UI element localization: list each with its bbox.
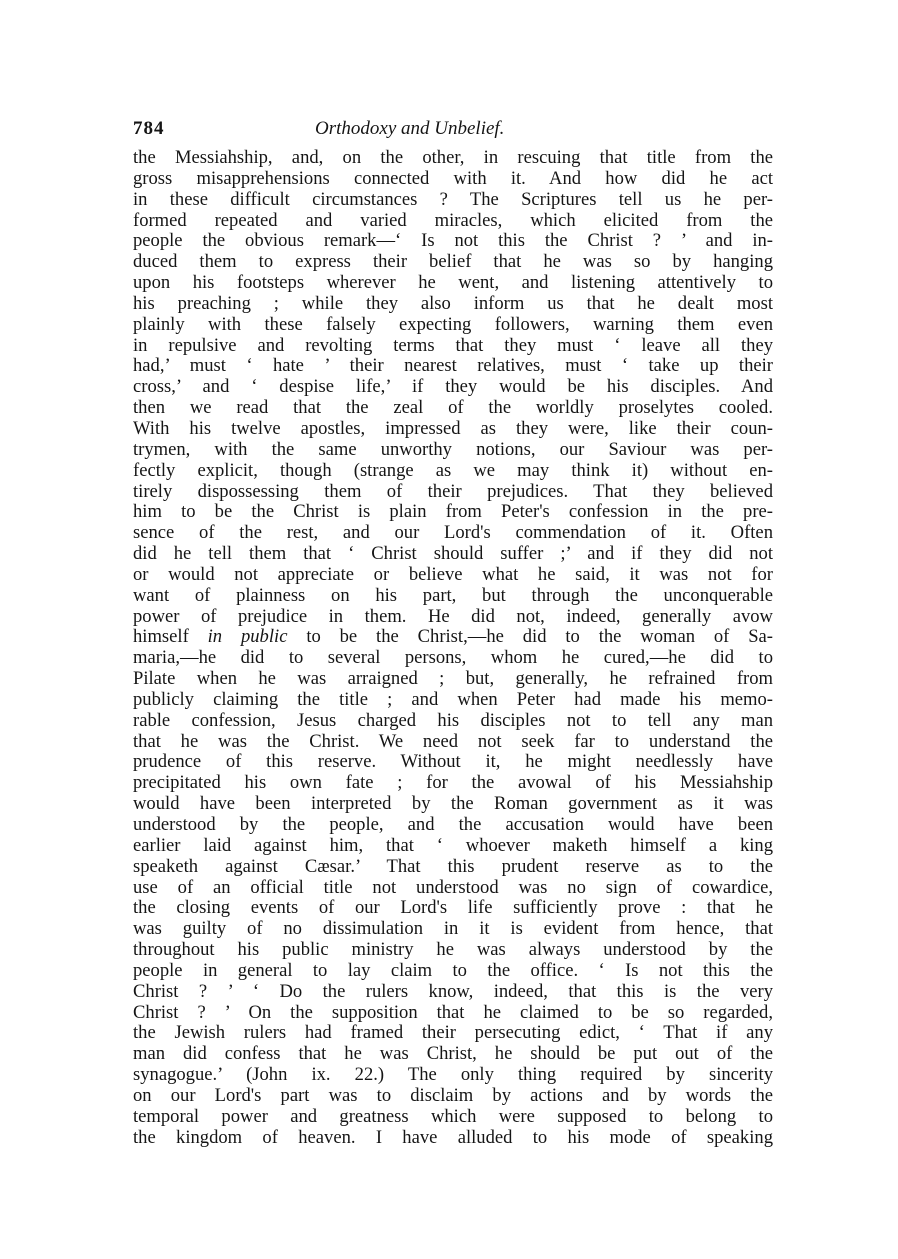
text-line: synagogue.’ (John ix. 22.) The only thing required by sincerity [133, 1064, 773, 1086]
text-line: publicly claiming the title ; and when Peter had made his memo- [133, 688, 773, 710]
page-number: 784 [133, 118, 165, 139]
text-line: rable confession, Jesus charged his disciples not to tell any man [133, 709, 773, 731]
text-line: precipitated his own fate ; for the avowal of his Messiahship [133, 772, 773, 794]
text-line: in these difficult circumstances ? The Scriptures tell us he per- [133, 188, 773, 210]
text-line: Christ ? ’ On the supposition that he claimed to be so regarded, [133, 1001, 773, 1023]
text-line: was guilty of no dissimulation in it is evident from hence, that [133, 918, 773, 940]
text-line: plainly with these falsely expecting followers, warning them even [133, 313, 773, 335]
text-line: speaketh against Cæsar.’ That this prudent reserve as to the [133, 855, 773, 877]
text-line: maria,—he did to several persons, whom he cured,—he did to [133, 647, 773, 669]
text-line: man did confess that he was Christ, he should be put out of the [133, 1043, 773, 1065]
page-header [133, 118, 773, 142]
text-line: throughout his public ministry he was always understood by the [133, 939, 773, 961]
text-line: cross,’ and ‘ despise life,’ if they would be his disciples. And [133, 376, 773, 398]
text-line: had,’ must ‘ hate ’ their nearest relatives, must ‘ take up their [133, 355, 773, 377]
text-line: temporal power and greatness which were supposed to belong to [133, 1105, 773, 1127]
text-line: want of plainness on his part, but through the unconquerable [133, 584, 773, 606]
text-line: prudence of this reserve. Without it, he might needlessly have [133, 751, 773, 773]
text-line: the closing events of our Lord's life sufficiently prove : that he [133, 897, 773, 919]
text-line: in repulsive and revolting terms that they must ‘ leave all they [133, 334, 773, 356]
body-text [133, 148, 773, 1149]
text-line: duced them to express their belief that he was so by hanging [133, 251, 773, 273]
text-line: people in general to lay claim to the office. ‘ Is not this the [133, 959, 773, 981]
line-start: himself [133, 626, 208, 648]
text-line: Pilate when he was arraigned ; but, generally, he refrained from [133, 668, 773, 690]
text-line: use of an official title not understood was no sign of cowardice, [133, 876, 773, 898]
text-line: formed repeated and varied miracles, which elicited from the [133, 209, 773, 231]
text-line: Christ ? ’ ‘ Do the rulers know, indeed, that this is the very [133, 980, 773, 1002]
italic-phrase: in public [207, 626, 288, 648]
text-line: With his twelve apostles, impressed as they were, like their coun- [133, 417, 773, 439]
text-line: did he tell them that ‘ Christ should suffer ;’ and if they did not [133, 543, 773, 565]
text-line: gross misapprehensions connected with it. And how did he act [133, 167, 773, 189]
text-line: people the obvious remark—‘ Is not this the Christ ? ’ and in- [133, 230, 773, 252]
text-line: tirely dispossessing them of their prejudices. That they believed [133, 480, 773, 502]
text-line: upon his footsteps wherever he went, and listening attentively to [133, 272, 773, 294]
text-line: the Jewish rulers had framed their persecuting edict, ‘ That if any [133, 1022, 773, 1044]
text-line: then we read that the zeal of the worldly proselytes cooled. [133, 397, 773, 419]
text-line: would have been interpreted by the Roman government as it was [133, 793, 773, 815]
text-line: trymen, with the same unworthy notions, our Saviour was per- [133, 438, 773, 460]
text-line: the Messiahship, and, on the other, in rescuing that title from the [133, 147, 773, 168]
line-end: to be the Christ,—he did to the woman of Sa- [287, 626, 774, 648]
text-line: the kingdom of heaven. I have alluded to his mode of speaking [133, 1126, 773, 1148]
text-line: fectly explicit, though (strange as we may think it) without en- [133, 459, 773, 481]
text-line: him to be the Christ is plain from Peter's confession in the pre- [133, 501, 773, 523]
text-line: or would not appreciate or believe what he said, it was not for [133, 563, 773, 585]
text-line: power of prejudice in them. He did not, indeed, generally avow [133, 605, 773, 627]
text-line: earlier laid against him, that ‘ whoever maketh himself a king [133, 834, 773, 856]
running-title: Orthodoxy and Unbelief. [315, 118, 505, 139]
text-line: understood by the people, and the accusation would have been [133, 814, 773, 835]
text-line: his preaching ; while they also inform us that he dealt most [133, 292, 773, 314]
text-line: on our Lord's part was to disclaim by actions and by words the [133, 1084, 773, 1106]
text-line: that he was the Christ. We need not seek far to understand the [133, 730, 773, 752]
text-line: sence of the rest, and our Lord's commendation of it. Often [133, 522, 773, 544]
text-line-with-italic [133, 627, 773, 648]
